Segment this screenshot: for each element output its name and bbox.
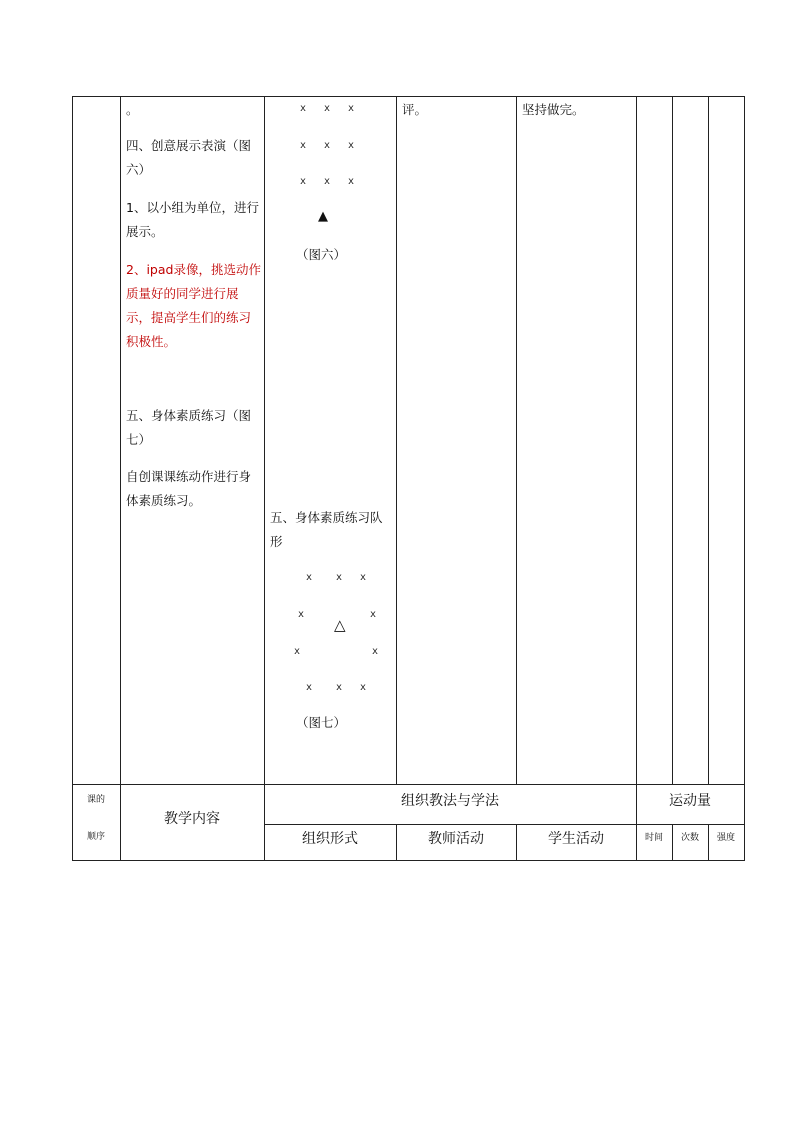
table-top-border <box>72 96 745 97</box>
sec5-desc-line2: 体素质练习。 <box>126 493 202 508</box>
student-marker: x <box>300 140 307 151</box>
student-marker: x <box>306 682 313 693</box>
col-divider-student <box>636 96 637 861</box>
table-bottom-border <box>72 860 745 861</box>
content-continuation: 。 <box>126 102 139 117</box>
sec4-item2-line4 <box>126 330 176 354</box>
student-marker: x <box>300 103 307 114</box>
sec5-desc-line1: 自创课课练动作进行身 <box>126 469 252 484</box>
header-order-line1: 课的 <box>86 795 105 805</box>
student-marker: x <box>348 176 355 187</box>
student-marker: x <box>360 572 367 583</box>
student-marker: x <box>336 682 343 693</box>
student-marker: x <box>348 140 355 151</box>
student-marker: x <box>360 682 367 693</box>
student-activity-text: 坚持做完。 <box>522 102 585 117</box>
header-time: 时间 <box>644 833 663 843</box>
figure-seven-caption: （图七） <box>296 715 347 730</box>
student-marker: x <box>370 609 377 620</box>
student-marker: x <box>324 140 331 151</box>
sec4-item2-line2: 质量好的同学进行展 <box>126 286 239 301</box>
table-right-border <box>744 96 745 861</box>
body-header-divider <box>72 784 745 785</box>
sec5-title-line1: 五、身体素质练习（图 <box>126 408 252 423</box>
header-org-form: 组织形式 <box>302 831 358 847</box>
header-count: 次数 <box>680 833 699 843</box>
header-teacher-activity: 教师活动 <box>428 831 484 847</box>
org-sec5-title-line1: 五、身体素质练习队 <box>270 510 383 525</box>
student-marker: x <box>372 646 379 657</box>
sec4-title-line2: 六） <box>126 162 152 177</box>
sec4-item1-line1: 1、以小组为单位，进行 <box>126 200 259 215</box>
sec4-item2-line3: 示，提高学生们的练习 <box>126 310 252 325</box>
student-marker: x <box>300 176 307 187</box>
header-order-line2: 顺序 <box>86 832 105 842</box>
sec4-title-line1: 四、创意展示表演（图 <box>126 138 252 153</box>
col-divider-time <box>672 96 673 785</box>
org-sec5-title-line2: 形 <box>270 534 283 549</box>
sec4-item2-line4-text: 积极性。 <box>126 334 177 349</box>
header-exercise-load: 运动量 <box>669 793 711 809</box>
teacher-position-icon: ▲ <box>318 209 328 224</box>
student-marker: x <box>348 103 355 114</box>
header-methods: 组织教法与学法 <box>401 793 499 809</box>
col-divider-count <box>708 96 709 785</box>
sec4-item1-line2: 展示。 <box>126 224 164 239</box>
header-student-activity: 学生活动 <box>548 831 604 847</box>
col-divider-content <box>264 96 265 861</box>
header-intensity: 强度 <box>716 833 735 843</box>
sec4-item2-line1: 2、ipad录像，挑选动作 <box>126 262 261 277</box>
header-teaching-content: 教学内容 <box>164 811 220 827</box>
col-divider-teacher <box>516 96 517 785</box>
student-marker: x <box>306 572 313 583</box>
col-divider-org <box>396 96 397 785</box>
student-marker: x <box>298 609 305 620</box>
figure-six-caption: （图六） <box>296 247 347 262</box>
student-marker: x <box>324 103 331 114</box>
teacher-activity-text: 评。 <box>402 102 428 117</box>
teacher-position-icon: △ <box>334 616 346 634</box>
col-divider-order <box>120 96 121 861</box>
student-marker: x <box>336 572 343 583</box>
student-marker: x <box>294 646 301 657</box>
sec5-title-line2: 七） <box>126 432 152 447</box>
student-marker: x <box>324 176 331 187</box>
table-left-border <box>72 96 73 861</box>
